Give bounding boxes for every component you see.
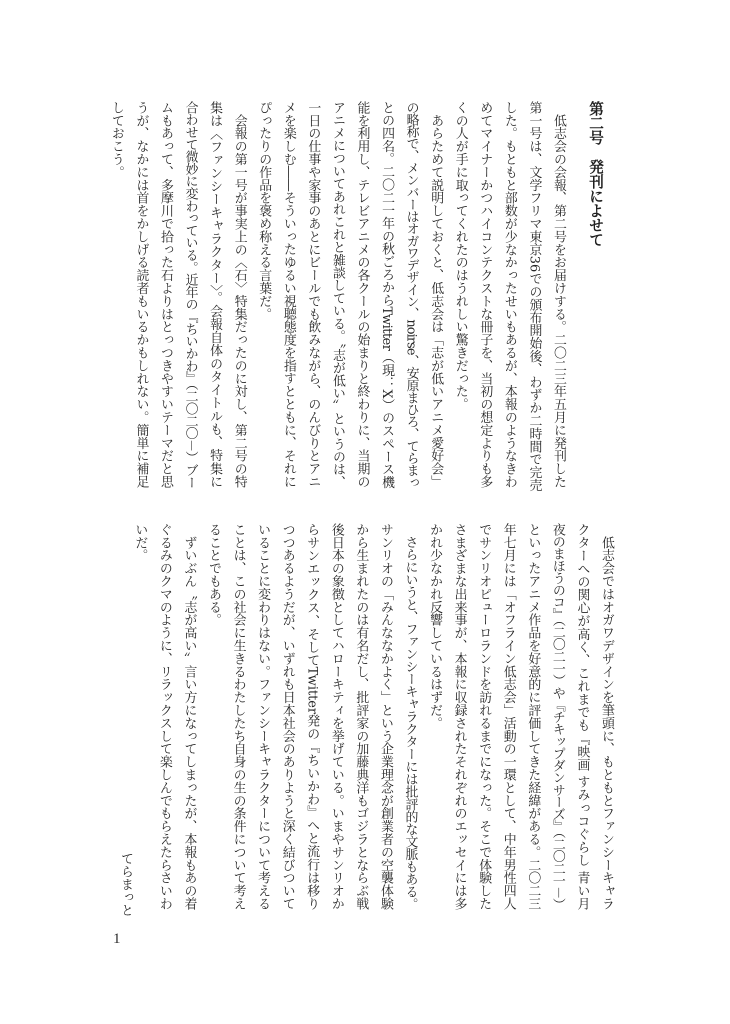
text-column: アニメについてあれこれと雑談している。〝志が低い〟というのは、 [329,101,345,488]
text-column: かれ少なかれ反響しているはずだ。 [427,523,443,730]
text-column: 年七月には「オフライン低志会」活動の一環として、中年男性四人 [500,523,516,910]
text-column: 第一号は、文学フリマ東京36での頒布開始後、わずか二時間で完売 [526,101,542,492]
article-body-upper [103,101,570,492]
text-column: くの人が手に取ってくれたのはうれしい驚きだった。 [452,101,468,411]
text-column: 低志会の会報、第二号をお届けする。二〇二三年五月に発刊した [551,101,566,488]
text-column: つつあるようだが、いずれも日本社会のありようと深く結びついて [279,523,295,910]
text-column: さらにいうと、ファンシーキャラクターには批評的な文脈もある。 [402,523,418,910]
text-column: いだ。 [132,523,148,562]
text-column: メを楽しむ――そういったゆるい視聴態度を指すとともに、それに [280,101,296,488]
text-column: 低志会ではオガワデザインを筆頭に、もともとファンシーキャラ [599,523,614,910]
text-column: めてマイナーかつハイコンテクストな冊子を、当初の想定よりも多 [477,101,493,488]
text-column: から生まれたのは有名だし、批評家の加藤典洋もゴジラとならぶ戦 [353,523,369,910]
author-signature: てらまっと [118,852,133,917]
text-column: うが、なかには首をかしげる読者もいるかもしれない。簡単に補足 [133,101,149,488]
text-column: 能を利用し、テレビアニメの各クールの始まりと終わりに、当期の [354,101,370,488]
text-column: 夜のまほうのコ』（二〇二一）や『チキップダンサーズ』（二〇二一－） [549,523,565,910]
text-column: ぴったりの作品を褒め称える言葉だ。 [256,101,272,321]
text-column: でサンリオピューロランドを訪れるまでになった。そこで体験した [476,523,492,910]
text-column: ムもあって、多摩川で拾った石よりはとっつきやすいテーマだと思 [158,101,173,488]
text-column: 合わせて微妙に変わっている。近年の『ちいかわ』（二〇二〇－）ブー [182,101,198,488]
article-title: 第二号 発刊によせて [587,101,604,247]
text-column: ることでもある。 [206,523,221,627]
text-column: 集は〈ファンシーキャラクター〉。会報自体のタイトルも、特集に [207,101,223,488]
text-column: らサンエックス、そしてTwitter発の『ちいかわ』へと流行は移り [304,523,320,910]
text-column: あらためて説明しておくと、低志会は「志が低いアニメ愛好会」 [428,101,444,488]
text-column: サンリオの「みんななかよく」という企業理念が創業者の空襲体験 [377,523,393,910]
text-column: いることに変わりはない。ファンシーキャラクターについて考える [255,523,271,910]
text-column: ことは、この社会に生きるわたしたち自身の生の条件について考え [230,523,246,910]
text-column: との四名。二〇二一年の秋ごろからTwitter（現：X）のスペース機 [379,101,395,488]
text-column: 後日本の象徴としてハローキティを挙げている。いまやサンリオか [328,523,344,910]
text-column: といったアニメ作品を好意的に評価してきた経緯がある。二〇二三 [525,523,541,910]
text-column: した。もともと部数が少なかったせいもあるが、本報のようなきわ [501,101,517,488]
text-column: しておこう。 [108,101,124,179]
text-column: さまざまな出来事が、本報に収録されたそれぞれのエッセイには多 [451,523,467,910]
text-column: ぐるみのクマのように、リラックスして楽しんでもらえたらさいわ [156,523,172,910]
text-column: の略称で、メンバーはオガワデザイン、noirse、安原まひろ、てらまっ [403,101,419,488]
article-body-lower [126,523,618,910]
text-column: クターへの関心が高く、これまでも『映画 すみっコぐらし 青い月 [574,523,590,910]
page-number: 1 [113,931,121,947]
text-column: ずいぶん〝志が高い〟言い方になってしまったが、本報もあの着 [181,523,197,910]
text-column: 会報の第一号が事実上の〈石〉特集だったのに対し、第二号の特 [231,101,247,488]
text-column: 一日の仕事や家事のあとにビールでも飲みながら、のんびりとアニ [305,101,321,488]
